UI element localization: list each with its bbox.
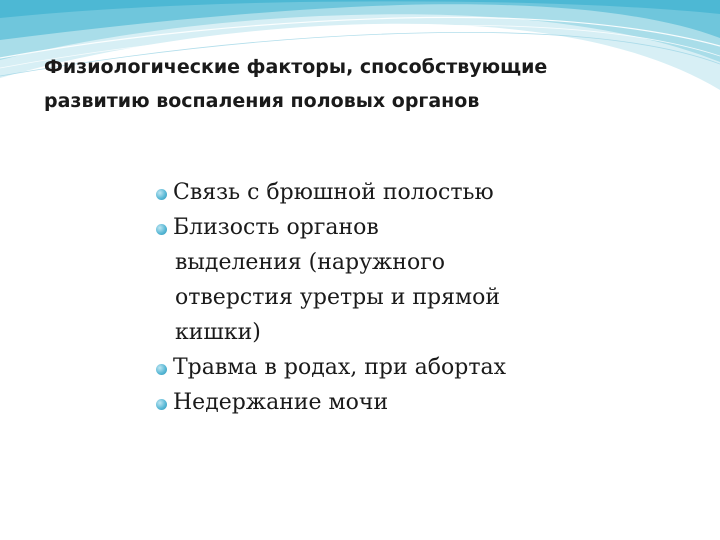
bullet-2-line-3: отверстия уретры и прямой xyxy=(175,285,501,310)
bullet-dot-icon xyxy=(156,399,167,410)
slide-title-line-1: Физиологические факторы, способствующие xyxy=(44,56,548,78)
bullet-dot-icon xyxy=(156,364,167,375)
bullet-item-3 xyxy=(156,350,596,385)
bullet-2-line-2: выделения (наружного xyxy=(175,250,445,275)
bullet-item-2 xyxy=(156,210,596,350)
bullet-2-line-1: Близость органов xyxy=(173,215,379,240)
bullet-2-line-4: кишки) xyxy=(175,320,261,345)
bullet-dot-icon xyxy=(156,189,167,200)
slide-title xyxy=(44,50,664,118)
slide-title-line-2: развитию воспаления половых органов xyxy=(44,90,480,112)
bullet-list xyxy=(156,175,596,420)
bullet-dot-icon xyxy=(156,224,167,235)
bullet-item-1 xyxy=(156,175,596,210)
bullet-1-line-1: Связь с брюшной полостью xyxy=(173,180,494,205)
bullet-3-line-1: Травма в родах, при абортах xyxy=(173,355,507,380)
bullet-item-4 xyxy=(156,385,596,420)
bullet-4-line-1: Недержание мочи xyxy=(173,390,389,415)
